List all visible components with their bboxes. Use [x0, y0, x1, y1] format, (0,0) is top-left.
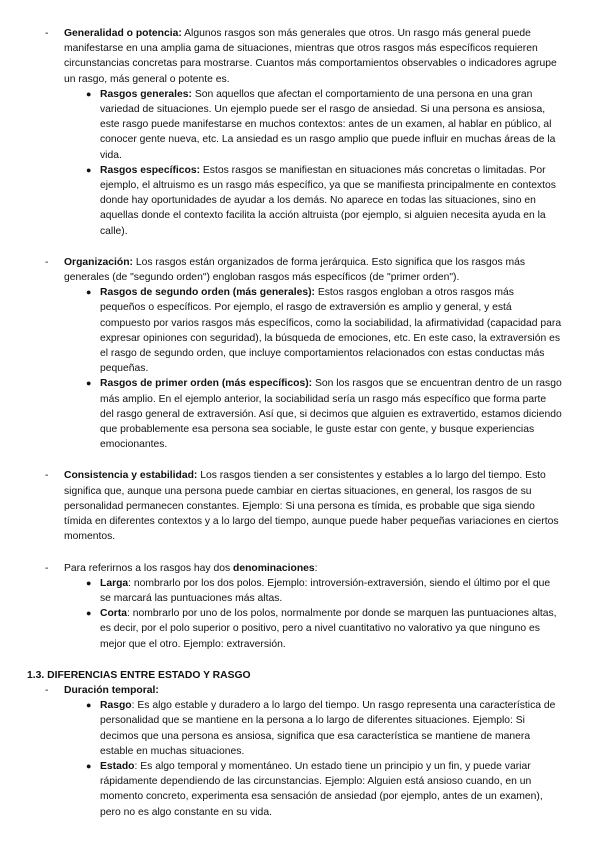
bullet-list [0, 576, 600, 652]
bullet-list [0, 87, 600, 239]
list-item-denominaciones [0, 561, 600, 576]
paragraph: Para referirnos a los rasgos hay dos denominaciones: [64, 562, 318, 574]
bullet-list [0, 698, 600, 820]
dash-marker: - [45, 684, 49, 696]
paragraph: Organización: Los rasgos están organizados de forma jerárquica. Esto significa que los rasgos más generales (de "segundo orden") engloban rasgos más específicos (de "primer orden"). [64, 256, 526, 284]
paragraph: Duración temporal: [64, 684, 159, 696]
bullet-marker [86, 87, 91, 102]
bullet-item: ● Rasgos específicos: Estos rasgos se manifiestan en situaciones más concretas o limitadas. Por ejemplo, el altruismo es un rasgo más específico, ya que se manifiesta principalmente en contextos donde hay oportunidades de ayudar a los demás. No aparece en todas las situaciones, sino en aquellas donde el contexto facilita la acción altruista (por ejemplo, si alguien necesita ayuda en la calle). [0, 163, 600, 239]
list-item-consistencia [0, 468, 600, 544]
paragraph: Generalidad o potencia: Algunos rasgos son más generales que otros. Un rasgo más general puede manifestarse en una amplia gama de situaciones, mientras que otros rasgos más específicos requieren circunstancias concretas para mostrarse. Cuantos más comportamientos observables o indicadores agrupe un rasgo, más general o potente es. [64, 28, 557, 85]
bullet-marker [86, 163, 91, 178]
term: Generalidad o potencia: [64, 28, 182, 39]
dash-marker: - [45, 256, 49, 268]
dash-marker: - [45, 470, 49, 482]
bullet-item: ● Rasgos de segundo orden (más generales): Estos rasgos engloban a otros rasgos más pequeños o específicos. Por ejemplo, el rasgo de extraversión es amplio y general, y está compuesto por varios rasgos más específicos, como la sociabilidad, la afirmatividad (capacidad para expresar opiniones con seguridad), la búsqueda de emociones, etc. En este caso, la extraversión es el rasgo de segundo orden, que incluye comportamientos relacionados con estas conductas más pequeñas. [0, 285, 600, 376]
bullet-marker [86, 576, 91, 591]
dash-marker: - [45, 28, 49, 39]
bullet-item: ● Rasgos de primer orden (más específicos): Son los rasgos que se encuentran dentro de un rasgo más amplio. En el ejemplo anterior, la sociabilidad sería un rasgo más específico que forma parte del rasgo general de extraversión. Así que, si decimos que alguien es extravertido, estamos diciendo que probablemente esa persona sea sociable, le guste estar con gente, y busque experiencias emocionantes. [0, 376, 600, 452]
bullet-item: ● Larga: nombrarlo por los dos polos. Ejemplo: introversión-extraversión, siendo el último por el que se marcará las puntuaciones más altas. [0, 576, 600, 606]
dash-marker: - [45, 562, 49, 574]
list-item-generalidad [0, 26, 600, 87]
paragraph: Consistencia y estabilidad: Los rasgos tienden a ser consistentes y estables a lo largo del tiempo. Esto significa que, aunque una persona puede cambiar en ciertas situaciones, en general, los rasgos de su personalidad permanecen constantes. Ejemplo: Si una persona es tímida, es probable que siga siendo tímida en diferentes contextos y a lo largo del tiempo, aunque puede haber pequeñas variaciones en ciertos momentos. [64, 470, 559, 543]
bullet-item: ● Estado: Es algo temporal y momentáneo. Un estado tiene un principio y un fin, y puede variar rápidamente dependiendo de las circunstancias. Ejemplo: Alguien está ansioso cuando, en un momento concreto, experimenta esa sensación de ansiedad (por ejemplo, antes de un examen), pero no es algo constante en su vida. [0, 759, 600, 820]
bullet-marker [86, 606, 91, 621]
bullet-item: ● Corta: nombrarlo por uno de los polos, normalmente por donde se marquen las puntuaciones altas, es decir, por el polo superior o positivo, pero a nivel cuantitativo no valorativo ya que ninguno es mejor que el otro. Ejemplo: extraversión. [0, 606, 600, 652]
bullet-marker [86, 698, 91, 713]
list-item-organizacion [0, 255, 600, 285]
bullet-item: ● Rasgo: Es algo estable y duradero a lo largo del tiempo. Un rasgo representa una característica de personalidad que se mantiene en la persona a lo largo de diferentes situaciones. Ejemplo: Si decimos que una persona es ansiosa, significa que esa característica se mantiene de manera estable en muchas situaciones. [0, 698, 600, 759]
bullet-marker [86, 285, 91, 300]
section-heading: 1.3. DIFERENCIAS ENTRE ESTADO Y RASGO [27, 669, 251, 681]
bullet-item: ● Rasgos generales: Son aquellos que afectan el comportamiento de una persona en una gran variedad de situaciones. Un ejemplo puede ser el rasgo de ansiedad. Si una persona es ansiosa, este rasgo puede manifestarse en muchos contextos: antes de un examen, al hablar en público, al conocer gente nueva, etc. La ansiedad es un rasgo amplio que puede influir en muchas áreas de la vida. [0, 87, 600, 163]
bullet-marker [86, 376, 91, 391]
bullet-list [0, 285, 600, 452]
bullet-marker [86, 759, 91, 774]
list-item-duracion [0, 683, 600, 698]
